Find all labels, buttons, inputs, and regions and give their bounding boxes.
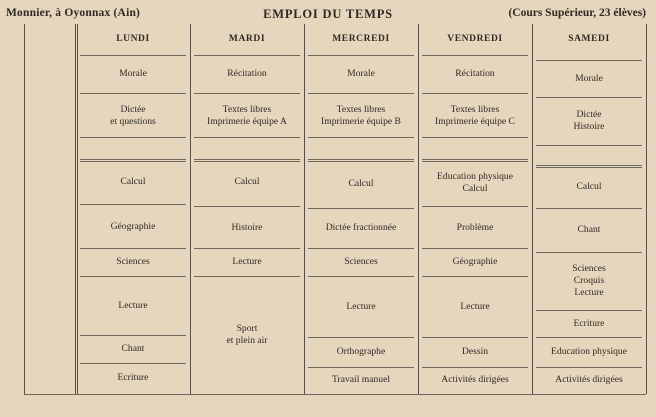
timetable-cell [420, 249, 530, 275]
subject-label: Calcul [576, 180, 602, 192]
subject-label: Textes libres [222, 103, 272, 115]
day-column-vendredi [418, 24, 532, 394]
subject-label: Histoire [231, 221, 263, 233]
row-divider [536, 60, 642, 61]
subject-label: Dictée fractionnée [325, 222, 397, 233]
subject-label: Dessin [461, 346, 489, 357]
subject-label: Imprimerie équipe C [435, 115, 515, 127]
subject-label: Textes libres [336, 103, 386, 115]
timetable-cell [192, 208, 302, 247]
day-column-mercredi [304, 24, 418, 394]
subject-label: Education physique [551, 346, 627, 357]
day-header: LUNDI [116, 34, 150, 44]
timetable-cell [534, 209, 644, 251]
timetable-cell [78, 206, 188, 247]
timetable-cell [192, 277, 302, 392]
day-header: MERCREDI [332, 34, 390, 44]
subject-label: Ecriture [573, 317, 605, 329]
subject-label: Calcul [234, 176, 260, 187]
day-header: SAMEDI [568, 34, 610, 44]
timetable-cell [78, 138, 188, 158]
timetable-cell [192, 57, 302, 91]
subject-label: et questions [110, 115, 156, 127]
timetable-cell [420, 338, 530, 366]
subject-label: Activités dirigées [555, 374, 623, 385]
row-divider [194, 206, 300, 207]
timetable-cell [306, 368, 416, 392]
day-header: VENDREDI [447, 34, 503, 44]
subject-label: Sport [236, 322, 258, 334]
subject-label: Sciences [344, 256, 378, 267]
timetable-cell [534, 146, 644, 164]
subject-label: Morale [347, 68, 375, 79]
timetable-cell [534, 166, 644, 207]
subject-label: Imprimerie équipe A [207, 115, 287, 127]
subject-label: Calcul [120, 175, 146, 187]
timetable-cell [306, 338, 416, 366]
subject-label: Histoire [573, 121, 605, 132]
timetable-cell [420, 368, 530, 392]
subject-label: Sciences [116, 256, 150, 267]
timetable-cell [78, 57, 188, 91]
timetable-cell [534, 368, 644, 392]
timetable-cell [78, 364, 188, 392]
timetable-cell [78, 160, 188, 203]
subject-label: Morale [575, 73, 603, 84]
timetable-cell [534, 98, 644, 144]
row-divider [422, 206, 528, 207]
day-column-mardi [190, 24, 304, 394]
subject-label: Sciences [572, 263, 606, 275]
timetable-cell [306, 277, 416, 336]
subject-label: Croquis [573, 275, 605, 286]
timetable-cell [420, 277, 530, 336]
timetable-cell [78, 249, 188, 275]
column-divider [646, 24, 647, 394]
subject-label: Calcul [348, 177, 374, 189]
subject-label: Education physique [437, 170, 513, 182]
row-divider [308, 93, 414, 94]
timetable-cell [306, 138, 416, 158]
timetable-cell [306, 95, 416, 136]
subject-label: Chant [121, 343, 145, 354]
subject-label: Morale [119, 68, 147, 79]
day-header: MARDI [228, 34, 266, 44]
timetable-cell [534, 338, 644, 366]
timetable-cell [420, 95, 530, 136]
bottom-rule [24, 394, 646, 395]
subject-label: Textes libres [450, 103, 500, 115]
subject-label: Activités dirigées [441, 374, 509, 385]
row-divider [308, 55, 414, 56]
page-title: EMPLOI DU TEMPS [263, 7, 393, 21]
teacher-location: Monnier, à Oyonnax (Ain) [6, 7, 141, 19]
timetable-cell [306, 160, 416, 207]
subject-label: Problème [456, 221, 494, 233]
timetable-cell [78, 95, 188, 136]
subject-label: Dictée [576, 109, 602, 121]
timetable-cell [192, 160, 302, 204]
subject-label: Dictée [120, 103, 146, 115]
row-divider [80, 93, 186, 94]
timetable-cell [192, 95, 302, 136]
timetable-cell [534, 311, 644, 336]
page-header [0, 0, 656, 24]
day-column-samedi [532, 24, 646, 394]
subject-label: Lecture [232, 256, 262, 267]
row-divider [422, 93, 528, 94]
timetable-cell [306, 209, 416, 247]
subject-label: Lecture [460, 300, 490, 312]
subject-label: Chant [577, 224, 601, 235]
subject-label: Géographie [110, 220, 156, 232]
subject-label: Travail manuel [332, 374, 390, 385]
timetable-cell [306, 57, 416, 91]
subject-label: Récitation [227, 68, 267, 79]
timetable-cell [78, 336, 188, 362]
subject-label: Géographie [452, 256, 498, 267]
timetable-cell [534, 253, 644, 309]
left-margin-line [24, 24, 25, 394]
subject-label: Lecture [118, 299, 148, 311]
subject-label: Lecture [574, 286, 604, 298]
timetable-cell [420, 138, 530, 158]
subject-label: Ecriture [117, 372, 149, 383]
row-divider [80, 55, 186, 56]
row-divider [80, 204, 186, 205]
timetable-cell [192, 138, 302, 158]
timetable-cell [78, 277, 188, 334]
subject-label: Imprimerie équipe B [321, 115, 401, 127]
subject-label: et plein air [226, 334, 268, 346]
subject-label: Récitation [455, 68, 495, 79]
row-divider [194, 93, 300, 94]
class-info: (Cours Supérieur, 23 élèves) [508, 7, 646, 19]
row-divider [422, 55, 528, 56]
day-column-lundi [76, 24, 190, 394]
timetable-cell [420, 57, 530, 91]
timetable-cell [192, 249, 302, 275]
subject-label: Lecture [346, 300, 376, 312]
timetable-cell [420, 208, 530, 247]
row-divider [194, 55, 300, 56]
subject-label: Calcul [462, 182, 488, 194]
timetable-cell [306, 249, 416, 275]
timetable-cell [534, 62, 644, 96]
timetable-cell [420, 160, 530, 205]
subject-label: Orthographe [336, 346, 386, 357]
